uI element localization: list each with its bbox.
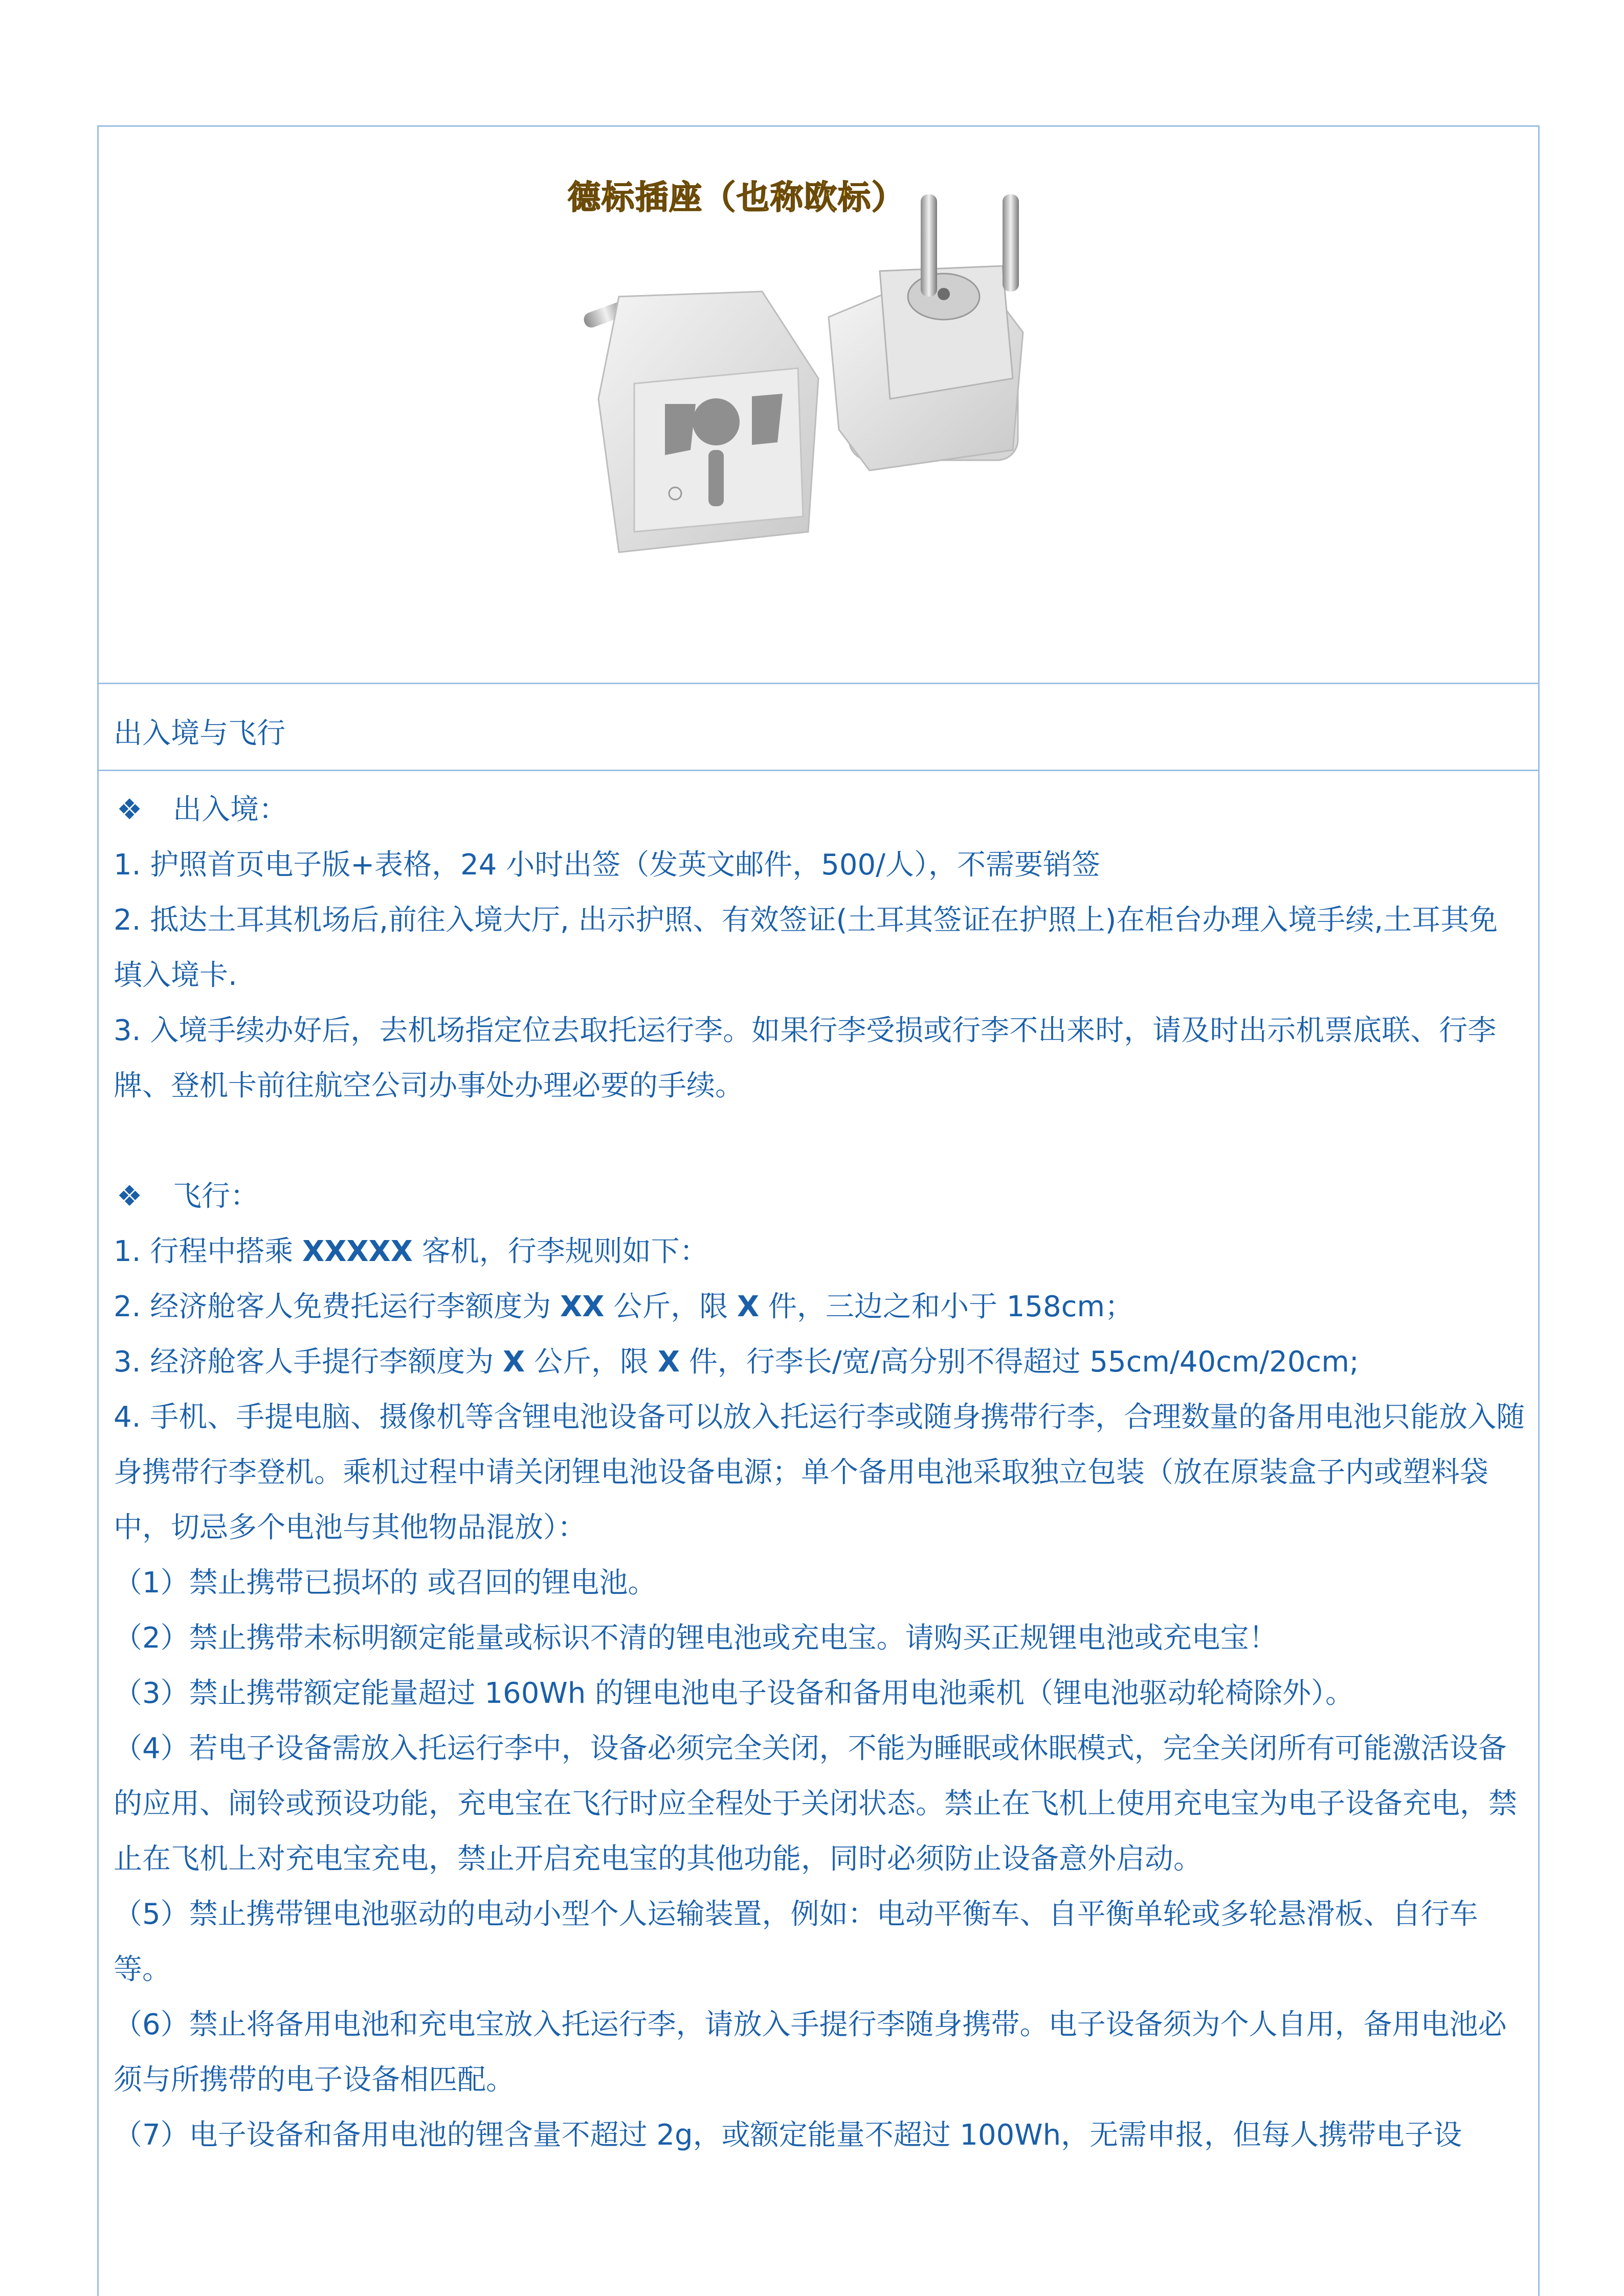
entry-item: 1. 护照首页电子版+表格，24 小时出签（发英文邮件，500/人），不需要销签 <box>114 848 1100 882</box>
diamond-bullet-icon: ❖ <box>117 793 143 826</box>
flight-item-2 <box>114 1279 1525 1335</box>
section-title: 出入境与飞行 <box>114 717 285 750</box>
entry-heading: 出入境： <box>173 793 287 826</box>
text: 2. 经济舱客人免费托运行李额度为 <box>114 1290 561 1323</box>
weight-placeholder: X <box>503 1345 525 1379</box>
aircraft-placeholder: XXXXX <box>302 1235 413 1268</box>
text: 公斤，限 <box>604 1290 737 1323</box>
content-body <box>114 782 1525 2163</box>
weight-placeholder: XX <box>560 1290 605 1323</box>
entry-item: 3. 入境手续办好后，去机场指定位去取托运行李。如果行李受损或行李不出来时，请及时出示机票底联、行李牌、登机卡前往航空公司办事处办理必要的手续。 <box>114 1014 1497 1102</box>
rule-item: （1）禁止携带已损坏的 或召回的锂电池。 <box>114 1566 657 1600</box>
flight-heading: 飞行： <box>173 1180 259 1213</box>
entry-item: 2. 抵达土耳其机场后,前往入境大厅, 出示护照、有效签证(土耳其签证在护照上)在柜台办理入境手续,土耳其免填入境卡. <box>114 904 1498 992</box>
row-divider-1 <box>97 683 1540 684</box>
rule-item: （3）禁止携带额定能量超过 160Wh 的锂电池电子设备和备用电池乘机（锂电池驱动轮椅除外）。 <box>114 1677 1354 1710</box>
entry-heading-line <box>114 782 1525 838</box>
flight-item-1 <box>114 1224 1525 1279</box>
rule-item: （5）禁止携带锂电池驱动的电动小型个人运输装置，例如：电动平衡车、自平衡单轮或多轮悬滑板、自行车等。 <box>114 1898 1478 1986</box>
text: 件，行李长/宽/高分别不得超过 55cm/40cm/20cm; <box>680 1345 1359 1379</box>
count-placeholder: X <box>737 1290 760 1323</box>
diamond-bullet-icon: ❖ <box>117 1180 143 1213</box>
rule-item: （4）若电子设备需放入托运行李中，设备必须完全关闭，不能为睡眠或休眠模式，完全关闭所有可能激活设备的应用、闹铃或预设功能，充电宝在飞行时应全程处于关闭状态。禁止在飞机上使用充电宝为电子设备充电，禁止在飞机上对充电宝充电，禁止开启充电宝的其他功能，同时必须防止设备意外启动。 <box>114 1732 1517 1876</box>
text: 1. 行程中搭乘 <box>114 1235 303 1268</box>
spacer <box>114 1114 1525 1169</box>
count-placeholder: X <box>657 1345 680 1379</box>
plug-adapter-photo <box>563 164 1079 583</box>
flight-item-4: 4. 手机、手提电脑、摄像机等含锂电池设备可以放入托运行李或随身携带行李，合理数量的备用电池只能放入随身携带行李登机。乘机过程中请关闭锂电池设备电源；单个备用电池采取独立包装（放在原装盒子内或塑料袋中，切忌多个电池与其他物品混放）： <box>114 1401 1525 1544</box>
photo-caption: 德标插座（也称欧标） <box>568 179 905 217</box>
row-divider-2 <box>97 770 1540 771</box>
text: 3. 经济舱客人手提行李额度为 <box>114 1345 503 1379</box>
text: 客机，行李规则如下： <box>412 1235 708 1268</box>
rule-item: （2）禁止携带未标明额定能量或标识不清的锂电池或充电宝。请购买正规锂电池或充电宝！ <box>114 1622 1278 1655</box>
right-adapter <box>829 194 1023 470</box>
flight-heading-line <box>114 1169 1525 1224</box>
flight-item-3 <box>114 1335 1525 1390</box>
text: 件，三边之和小于 158cm； <box>759 1290 1134 1323</box>
text: 公斤，限 <box>525 1345 658 1379</box>
rule-item: （6）禁止将备用电池和充电宝放入托运行李，请放入手提行李随身携带。电子设备须为个人自用，备用电池必须与所携带的电子设备相匹配。 <box>114 2008 1507 2097</box>
left-adapter <box>582 291 818 552</box>
rule-item: （7）电子设备和备用电池的锂含量不超过 2g，或额定能量不超过 100Wh，无需申报，但每人携带电子设 <box>114 2119 1462 2152</box>
plug-adapter-illustration <box>563 164 1079 583</box>
